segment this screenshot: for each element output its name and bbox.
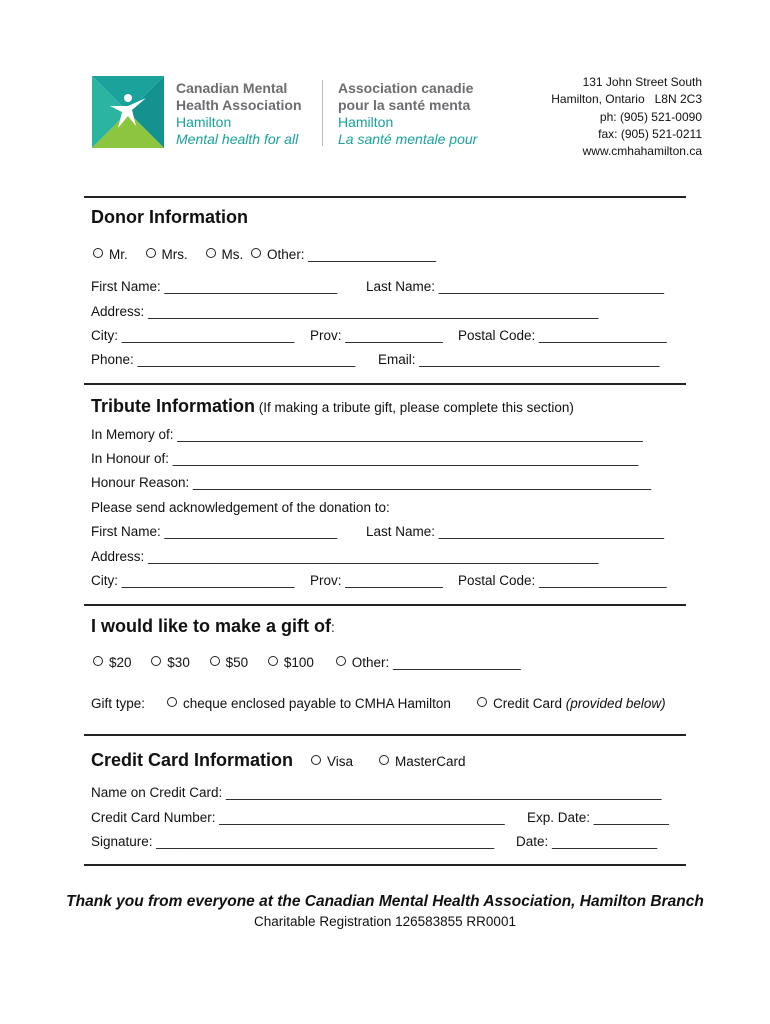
radio-mastercard[interactable]	[379, 754, 466, 769]
radio-amount-30[interactable]	[151, 655, 190, 670]
logo-fr-line1: Association canadie	[338, 80, 474, 96]
radio-mastercard-circle[interactable]	[379, 755, 389, 765]
donor-top-rule	[84, 196, 686, 198]
logo-fr-tagline: La santé mentale pour	[338, 131, 478, 147]
radio-cheque-circle[interactable]	[167, 697, 177, 707]
tribute-prov[interactable]: Prov: _____________	[310, 573, 443, 588]
radio-mr-circle[interactable]	[93, 248, 103, 258]
radio-amount-50-label: $50	[225, 655, 249, 670]
radio-mastercard-label: MasterCard	[395, 754, 466, 769]
radio-mrs-label: Mrs.	[161, 247, 188, 262]
radio-amount-100-label: $100	[283, 655, 314, 670]
cmha-logo-mark-icon	[92, 76, 164, 148]
radio-visa[interactable]	[311, 754, 353, 769]
radio-ms-circle[interactable]	[206, 248, 216, 258]
contact-web: www.cmhahamilton.ca	[582, 144, 702, 158]
contact-street: 131 John Street South	[582, 75, 702, 89]
gift-section-title: I would like to make a gift of	[91, 616, 332, 636]
tribute-in-honour[interactable]: In Honour of: ______________________________________________________________	[91, 451, 639, 466]
gift-amount-options	[93, 655, 521, 670]
radio-cheque[interactable]	[167, 696, 451, 711]
gift-top-rule	[84, 604, 686, 606]
radio-credit-card[interactable]	[477, 696, 666, 711]
radio-ms-label: Ms.	[221, 247, 244, 262]
cmha-logo	[92, 76, 164, 153]
radio-amount-other[interactable]	[336, 655, 521, 670]
logo-french	[338, 80, 480, 148]
tribute-city[interactable]: City: _______________________	[91, 573, 295, 588]
logo-english	[176, 80, 302, 148]
donor-city[interactable]: City: _______________________	[91, 328, 295, 343]
card-bottom-rule	[84, 864, 686, 866]
radio-amount-100-circle[interactable]	[268, 656, 278, 666]
gift-title-colon: :	[331, 620, 335, 635]
card-exp-date[interactable]: Exp. Date: __________	[527, 810, 669, 825]
tribute-heading	[91, 396, 574, 417]
contact-city: Hamilton, Ontario L8N 2C3	[551, 92, 702, 106]
radio-amount-other-circle[interactable]	[336, 656, 346, 666]
radio-amount-20[interactable]	[93, 655, 132, 670]
card-name[interactable]: Name on Credit Card: __________________________________________________________	[91, 785, 662, 800]
contact-fax: fax: (905) 521-0211	[598, 127, 702, 141]
radio-mr-label: Mr.	[109, 247, 128, 262]
logo-en-line3: Hamilton	[176, 114, 232, 130]
donor-prov[interactable]: Prov: _____________	[310, 328, 443, 343]
tribute-note: (If making a tribute gift, please complete this section)	[255, 400, 574, 415]
donor-section-title: Donor Information	[91, 207, 248, 227]
salutation-options	[93, 247, 436, 262]
radio-mr[interactable]	[93, 247, 128, 262]
radio-credit-card-label: Credit Card	[493, 696, 563, 711]
donor-address[interactable]: Address: ____________________________________________________________	[91, 304, 599, 319]
donor-last-name[interactable]: Last Name: ______________________________	[366, 279, 665, 294]
radio-visa-label: Visa	[327, 754, 354, 769]
logo-divider	[322, 80, 323, 146]
radio-mrs[interactable]	[146, 247, 188, 262]
radio-amount-50-circle[interactable]	[210, 656, 220, 666]
radio-amount-other-label[interactable]: Other: _________________	[351, 655, 521, 670]
logo-en-line2: Health Association	[176, 97, 302, 113]
radio-mrs-circle[interactable]	[146, 248, 156, 258]
radio-amount-20-label: $20	[109, 655, 132, 670]
radio-credit-card-note: (provided below)	[565, 696, 666, 711]
donor-email[interactable]: Email: ________________________________	[378, 352, 660, 367]
donor-first-name[interactable]: First Name: _______________________	[91, 279, 338, 294]
radio-cheque-label: cheque enclosed payable to CMHA Hamilton	[183, 696, 451, 711]
radio-amount-20-circle[interactable]	[93, 656, 103, 666]
charitable-registration: Charitable Registration 126583855 RR0001	[254, 914, 516, 929]
card-number[interactable]: Credit Card Number: ______________________________________	[91, 810, 505, 825]
donor-postal[interactable]: Postal Code: _________________	[458, 328, 667, 343]
donor-phone[interactable]: Phone: _____________________________	[91, 352, 356, 367]
contact-phone: ph: (905) 521-0090	[599, 110, 702, 124]
radio-other-label[interactable]: Other: _________________	[267, 247, 436, 262]
radio-amount-30-label: $30	[167, 655, 190, 670]
tribute-ack-label: Please send acknowledgement of the donation to:	[91, 500, 390, 515]
logo-en-tagline: Mental health for all	[176, 131, 299, 147]
logo-en-line1: Canadian Mental	[176, 80, 288, 96]
logo-fr-line2: pour la santé menta	[338, 97, 471, 113]
radio-other-circle[interactable]	[251, 248, 261, 258]
tribute-in-memory[interactable]: In Memory of: ______________________________________________________________	[91, 427, 643, 442]
card-section-title: Credit Card Information	[91, 750, 294, 770]
tribute-top-rule	[84, 383, 686, 385]
tribute-honour-reason[interactable]: Honour Reason: _____________________________________________________________	[91, 475, 652, 490]
tribute-address[interactable]: Address: ____________________________________________________________	[91, 549, 599, 564]
gift-heading	[91, 616, 335, 637]
radio-amount-100[interactable]	[268, 655, 314, 670]
thanks-message: Thank you from everyone at the Canadian Mental Health Association, Hamilton Branch	[66, 893, 704, 910]
radio-ms[interactable]	[206, 247, 244, 262]
card-date[interactable]: Date: ______________	[516, 834, 658, 849]
radio-other[interactable]	[251, 247, 436, 262]
radio-amount-30-circle[interactable]	[151, 656, 161, 666]
radio-credit-card-circle[interactable]	[477, 697, 487, 707]
tribute-section-title: Tribute Information	[91, 396, 255, 416]
gift-type-label: Gift type:	[91, 696, 146, 711]
radio-amount-50[interactable]	[210, 655, 249, 670]
card-signature[interactable]: Signature: _____________________________________________	[91, 834, 495, 849]
logo-fr-line3: Hamilton	[338, 114, 394, 130]
radio-visa-circle[interactable]	[311, 755, 321, 765]
card-top-rule	[84, 734, 686, 736]
tribute-postal[interactable]: Postal Code: _________________	[458, 573, 667, 588]
tribute-last-name[interactable]: Last Name: ______________________________	[366, 524, 665, 539]
tribute-first-name[interactable]: First Name: _______________________	[91, 524, 338, 539]
